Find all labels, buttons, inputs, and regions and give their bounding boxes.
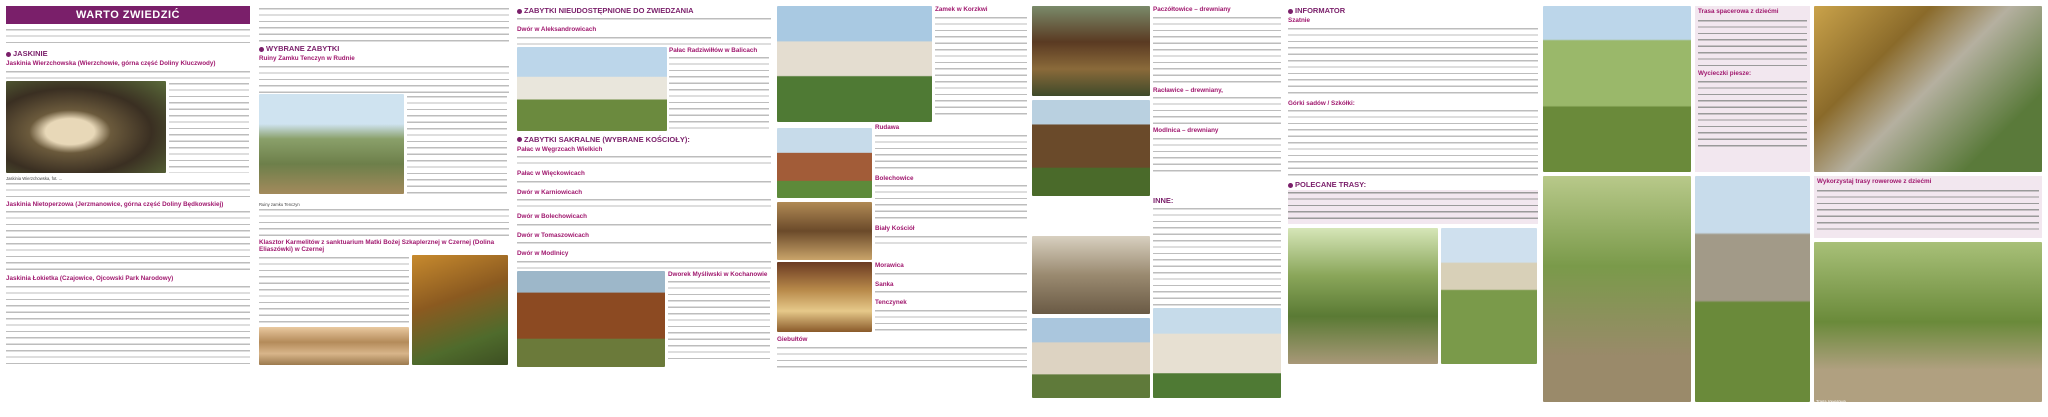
inne-text: [1153, 196, 1281, 306]
bell-tower-photo: [1032, 100, 1150, 196]
korzkiew-text: [935, 6, 1027, 119]
entry-text: [1698, 79, 1807, 151]
entry-dwor-karniowice: Dwór w Karniowicach: [517, 188, 583, 196]
cave-block: [6, 81, 250, 176]
section-label: INFORMATOR: [1295, 6, 1346, 15]
section-inne: INNE:: [1153, 196, 1174, 205]
entry-text: [6, 284, 250, 364]
entry-text: [517, 154, 771, 168]
section-polecane-trasy: [1288, 180, 1538, 189]
entry-text: [777, 345, 1027, 369]
entry-giebultow: Giebułtów: [777, 336, 808, 343]
entry-text: [6, 69, 250, 81]
section-label: ZABYTKI NIEUDOSTĘPNIONE DO ZWIEDZANIA: [524, 6, 694, 15]
churches-block: [777, 124, 1027, 262]
entry-wierzchowska: Jaskinia Wierzchowska (Wierzchowie, górna część Doliny Kluczwody): [6, 60, 216, 67]
entry-text: [1153, 136, 1281, 176]
entry-text: [875, 133, 1027, 173]
castle-ruins-photo: [259, 94, 404, 194]
entry-dwor-aleksandrowice: Dwór w Aleksandrowicach: [517, 26, 597, 33]
tenczyn-block: [259, 94, 509, 202]
entry-raclawice: Racławice – drewniany,: [1153, 86, 1223, 94]
section-label: ZABYTKI SAKRALNE (WYBRANE KOŚCIOŁY):: [524, 134, 690, 144]
family-walk-photo: [1288, 228, 1438, 364]
section-label: POLECANE TRASY:: [1295, 180, 1367, 189]
manor-interior-photo: [1032, 236, 1150, 314]
entry-dwor-tomaszowice: Dwór w Tomaszowicach: [517, 231, 589, 239]
paczoltowice-block: [1032, 6, 1282, 196]
route-heading-3: Wykorzystaj trasy rowerowe z dziećmi: [1817, 178, 1932, 185]
morawica-text: [875, 262, 1027, 334]
entry-text: [875, 308, 1027, 334]
route-heading-2: Wycieczki piesze:: [1698, 69, 1752, 77]
entry-lokietka: Jaskinia Łokietka (Czajowice, Ojcowski Park Narodowy): [6, 275, 174, 282]
entry-text: [517, 222, 771, 230]
entry-palac-wegrzce: Pałac w Węgrzcach Wielkich: [517, 145, 603, 153]
column-monuments: [259, 6, 509, 411]
section-zabytki-sakralne: [517, 135, 771, 144]
route-heading-1: Trasa spacerowa z dziećmi: [1698, 8, 1779, 15]
entry-klasztor: Klasztor Karmelitów z sanktuarium Matki Bożej Szkaplerznej w Czernej (Dolina Eliaszówki) w Czernej: [259, 238, 495, 253]
valley-photo: [1441, 228, 1537, 364]
entry-morawica: Morawica: [875, 262, 904, 269]
manor-photo: [517, 47, 667, 131]
bullet-icon: [259, 47, 264, 52]
route-info-box: [1695, 6, 1810, 172]
entry-text: [6, 209, 250, 273]
cave-photo: [6, 81, 166, 173]
info-heading-2: Górki sadów / Szkółki:: [1288, 99, 1355, 107]
bike-photo: [1814, 242, 2042, 402]
column-palaces: [517, 6, 771, 411]
entry-dwor-bolechowice: Dwór w Bolechowicach: [517, 213, 587, 220]
entry-text: [1698, 18, 1807, 68]
wooden-house-photo: [1032, 318, 1150, 398]
bullet-icon: [517, 137, 522, 142]
section-zabytki-niedostepne: [517, 6, 771, 15]
entry-palac-wieckowice: Pałac w Więckowicach: [517, 170, 585, 177]
church-photo: [777, 128, 872, 198]
entry-text: [517, 179, 771, 187]
section-wybrane-zabytki: [259, 44, 509, 53]
bullet-icon: [517, 9, 522, 14]
rock-photo: [1814, 6, 2042, 172]
entry-sanka: Sanka: [875, 280, 894, 288]
entry-text: [517, 35, 771, 47]
entry-nietoperzowa: Jaskinia Nietoperzowa (Jerzmanowice, górna część Doliny Będkowskiej): [6, 200, 224, 208]
balice-text: [669, 47, 769, 130]
entry-text: [517, 240, 771, 248]
palace-block: [517, 47, 771, 133]
morawica-block: [777, 262, 1027, 402]
section-label: WYBRANE ZABYTKI: [266, 44, 340, 53]
entry-bolechowice: Bolechowice: [875, 174, 914, 182]
wooden-manor-photo: [517, 271, 665, 367]
column-caves: [6, 6, 250, 411]
klasztor-block: [259, 255, 509, 367]
entry-bialy-kosciol: Biały Kościół: [875, 225, 915, 232]
entry-text: [1153, 95, 1281, 125]
manor-exterior-photo: [1153, 308, 1281, 398]
entry-ruiny-tenczyn: Ruiny Zamku Tenczyn w Rudnie: [259, 55, 355, 62]
giebultow-text: [777, 336, 1027, 369]
entry-zamek-korzkiew: Zamek w Korzkwi: [935, 6, 988, 13]
entry-text: [517, 197, 771, 211]
entry-text: [1153, 15, 1281, 85]
intro-text: [6, 27, 250, 47]
entry-text: [259, 64, 509, 94]
photo-caption: Jaskinia Wierzchowska, fot. ...: [6, 175, 63, 181]
entry-text: [517, 16, 771, 24]
photo-caption: Ruiny zamku Tenczyn: [259, 201, 300, 207]
info-heading-1: Szatnie: [1288, 17, 1311, 24]
bullet-icon: [6, 52, 11, 57]
kochanow-text: [668, 271, 770, 360]
inne-block: [1032, 196, 1282, 406]
entry-text: [6, 181, 250, 199]
entry-palac-radziwillow: Pałac Radziwiłłów w Balicach: [669, 46, 758, 54]
entry-text: [259, 207, 509, 237]
forest-photo: [412, 255, 508, 365]
column-informator: [1288, 6, 1538, 411]
shrine-photo: [777, 262, 872, 332]
entry-modlnica-dr: Modlnica – drewniany: [1153, 127, 1219, 134]
entry-dwor-modlnica: Dwór w Modlnicy: [517, 250, 569, 257]
entry-text: [875, 289, 1027, 297]
photo-caption: Trasa rowerowa: [1816, 399, 1846, 404]
kochanow-block: [517, 271, 771, 369]
valley-rock-photo: [1695, 176, 1810, 402]
forest-path-photo: [1543, 176, 1691, 402]
entry-text: [1153, 206, 1281, 306]
meadow-photo: [1543, 6, 1691, 172]
entry-text: [875, 234, 1027, 248]
column-wooden-churches: [1032, 6, 1282, 411]
paczoltowice-text: [1153, 6, 1281, 176]
entry-text: [935, 15, 1027, 119]
column-churches: [777, 6, 1027, 411]
entry-text: [169, 81, 249, 173]
bike-route-box: [1814, 176, 2042, 238]
korzkiew-block: [777, 6, 1027, 124]
church-interior-photo: [777, 202, 872, 260]
entry-text: [259, 6, 509, 42]
entry-text: [407, 94, 507, 194]
entry-dworek-mysliwski: Dworek Myśliwski w Kochanowie: [668, 270, 768, 278]
entry-text: [517, 259, 771, 271]
entry-text: [259, 255, 409, 325]
info-icon: [1288, 9, 1293, 14]
monastery-photo: [259, 327, 409, 365]
entry-text: [669, 55, 769, 129]
churches-text: [875, 124, 1027, 248]
castle-photo: [777, 6, 932, 122]
routes-bottom: [1543, 176, 2043, 406]
entry-tenczynek: Tenczynek: [875, 299, 907, 306]
entry-text: [875, 183, 1027, 223]
entry-text: [668, 279, 770, 359]
wooden-church-photo: [1032, 6, 1150, 96]
entry-text: [875, 271, 1027, 279]
route-icon: [1288, 183, 1293, 188]
column-routes: [1543, 6, 2043, 411]
routes-top: [1543, 6, 2043, 176]
entry-text: [1288, 26, 1538, 98]
section-jaskinie: [6, 49, 250, 58]
section-informator: [1288, 6, 1538, 15]
family-block: [1288, 228, 1538, 368]
entry-rudawa: Rudawa: [875, 124, 900, 131]
entry-text: [1288, 108, 1538, 178]
entry-paczoltowice: Paczółtowice – drewniany: [1153, 6, 1231, 13]
entry-text: [1817, 188, 2039, 232]
route-box: [1288, 190, 1538, 224]
page-title: WARTO ZWIEDZIĆ: [6, 6, 250, 24]
section-jaskinie-label: JASKINIE: [13, 49, 48, 58]
